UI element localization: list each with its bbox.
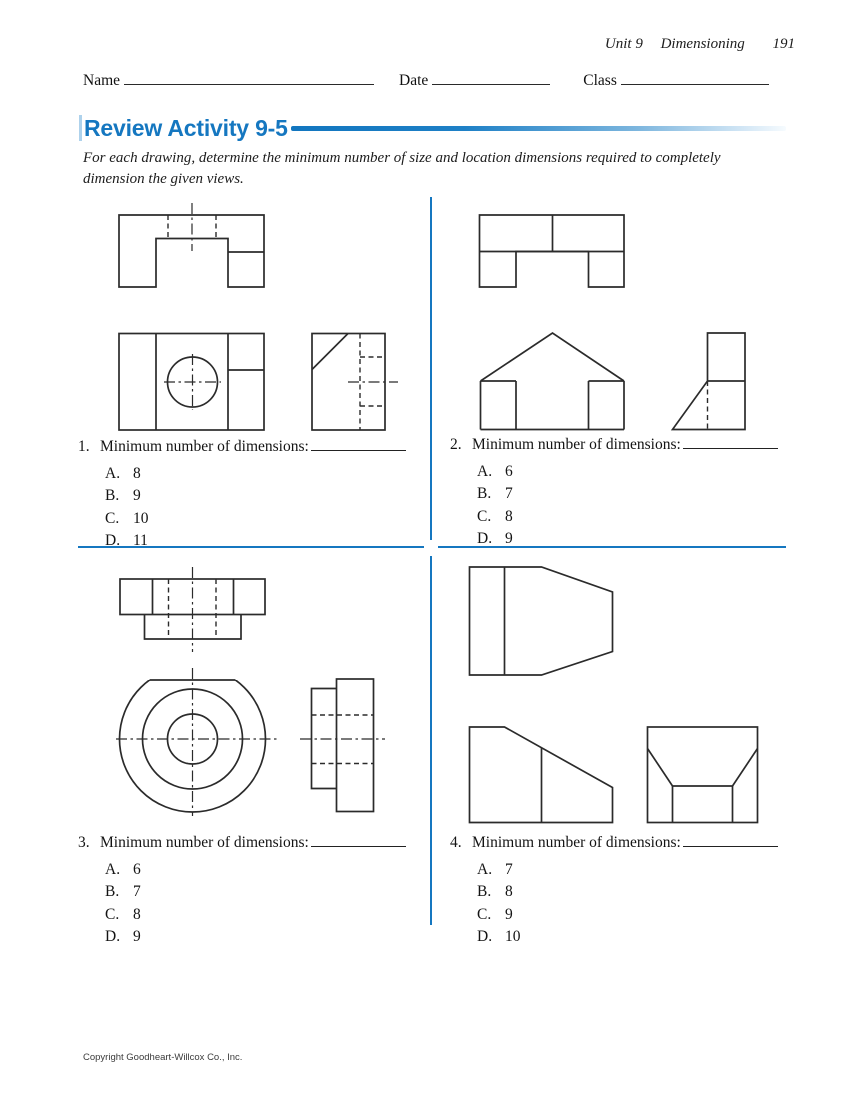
edge-lines <box>673 786 733 823</box>
option-letter: B. <box>105 883 120 901</box>
question-4-options <box>477 859 810 948</box>
edge-lines <box>480 215 625 252</box>
option-value: 8 <box>133 905 141 923</box>
option-d <box>477 528 810 550</box>
option-letter: D. <box>105 531 121 549</box>
answer-blank <box>683 830 778 847</box>
option-c <box>477 506 810 528</box>
option-a <box>105 463 438 485</box>
q2-front-view <box>481 333 625 430</box>
q1-top-view <box>119 203 264 287</box>
option-letter: B. <box>105 487 120 505</box>
option-d <box>105 530 438 552</box>
q4-side-view <box>648 727 758 823</box>
option-value: 9 <box>133 487 141 505</box>
center-lines <box>116 668 280 816</box>
copyright-notice: Copyright Goodheart-Willcox Co., Inc. <box>83 1052 243 1063</box>
question-number: 3. <box>78 834 90 851</box>
q3-top-view <box>120 567 265 652</box>
chamfer-edge <box>312 334 348 370</box>
option-value: 11 <box>133 531 148 549</box>
question-4-prompt-line <box>450 830 810 853</box>
option-value: 9 <box>133 927 141 945</box>
option-b <box>477 881 810 903</box>
option-letter: A. <box>105 465 121 482</box>
question-2-prompt-line <box>450 432 810 455</box>
option-value: 6 <box>133 861 141 878</box>
question-number: 1. <box>78 438 90 455</box>
option-b <box>105 485 438 507</box>
question-3-options <box>105 859 438 948</box>
page-number: 191 <box>772 36 795 52</box>
option-value: 6 <box>505 463 513 480</box>
question-1 <box>78 434 438 552</box>
question-3 <box>78 830 438 948</box>
question-prompt: Minimum number of dimensions: <box>100 834 309 851</box>
question-prompt: Minimum number of dimensions: <box>100 438 309 455</box>
question-number: 2. <box>450 436 462 453</box>
option-letter: C. <box>105 509 120 527</box>
question-4 <box>450 830 810 948</box>
option-value: 8 <box>505 883 513 901</box>
date-label: Date <box>399 72 429 89</box>
option-c <box>477 904 810 926</box>
class-label: Class <box>583 72 617 89</box>
option-value: 8 <box>133 465 141 482</box>
question-number: 4. <box>450 834 462 851</box>
option-value: 9 <box>505 529 513 547</box>
q2-side-view <box>673 333 746 430</box>
question-prompt: Minimum number of dimensions: <box>472 436 681 453</box>
question-prompt: Minimum number of dimensions: <box>472 834 681 851</box>
option-value: 8 <box>505 507 513 525</box>
option-letter: C. <box>105 905 120 923</box>
section-label: Dimensioning <box>660 36 745 52</box>
center-lines <box>164 354 221 410</box>
option-letter: A. <box>477 463 493 480</box>
question-3-prompt-line <box>78 830 438 853</box>
q3-front-view <box>116 666 280 816</box>
name-label: Name <box>83 72 121 89</box>
answer-blank <box>683 432 778 449</box>
answer-blank <box>311 434 406 451</box>
option-a <box>477 461 810 483</box>
option-a <box>105 859 438 881</box>
question-1-options <box>105 463 438 552</box>
option-letter: B. <box>477 485 492 503</box>
outline <box>470 567 613 675</box>
groove-edges <box>648 749 758 787</box>
option-a <box>477 859 810 881</box>
activity-title: Review Activity 9-5 <box>84 114 288 141</box>
question-2-options <box>477 461 810 550</box>
option-letter: C. <box>477 905 492 923</box>
option-value: 7 <box>133 883 141 901</box>
answer-blank <box>311 830 406 847</box>
option-b <box>477 483 810 505</box>
option-letter: B. <box>477 883 492 901</box>
option-letter: D. <box>477 927 493 945</box>
unit-label: Unit 9 <box>604 36 643 52</box>
outline-flange <box>337 679 374 812</box>
roof-edges <box>481 333 625 381</box>
option-c <box>105 508 438 530</box>
instructions-text: For each drawing, determine the minimum number of size and location dimensions required to completely dimension the given views. <box>83 150 721 187</box>
option-letter: D. <box>105 927 121 945</box>
q1-front-view <box>119 334 264 431</box>
question-2 <box>450 432 810 550</box>
option-b <box>105 881 438 903</box>
q2-top-view <box>480 215 625 287</box>
option-letter: A. <box>477 861 493 878</box>
question-1-prompt-line <box>78 434 438 457</box>
option-value: 10 <box>505 927 521 945</box>
option-d <box>477 926 810 948</box>
option-c <box>105 904 438 926</box>
option-letter: D. <box>477 529 493 547</box>
option-value: 9 <box>505 905 513 923</box>
option-value: 10 <box>133 509 149 527</box>
option-letter: A. <box>105 861 121 878</box>
option-letter: C. <box>477 507 492 525</box>
option-d <box>105 926 438 948</box>
option-value: 7 <box>505 485 513 503</box>
q3-side-view <box>300 679 385 812</box>
q4-front-view <box>470 727 613 823</box>
edge-lines <box>481 381 625 430</box>
option-value: 7 <box>505 861 513 878</box>
q1-side-view <box>312 334 398 431</box>
q4-top-view <box>470 567 613 675</box>
